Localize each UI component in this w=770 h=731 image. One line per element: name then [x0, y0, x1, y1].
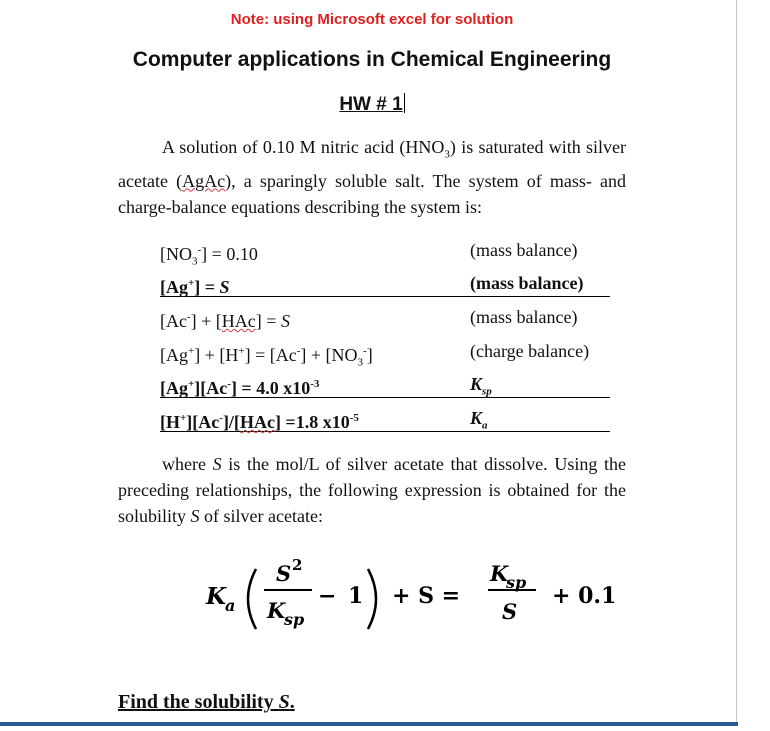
ksp-label: $K_{sp}$: [470, 374, 492, 398]
intro-text-3: ), a sparingly soluble salt. The system of mass- and charge-balance equations describing the system is:: [118, 170, 626, 217]
equation-label: (mass balance): [470, 240, 578, 260]
left-paren: [248, 569, 256, 629]
text-cursor: [404, 93, 405, 113]
rhs-numerator-sub: sp: [506, 573, 527, 592]
note-text: Note: using Microsoft excel for solution: [230, 11, 514, 28]
intro-text-2: ) is saturated with silver acetate (: [118, 137, 626, 191]
agac-term: AgAc: [182, 170, 226, 191]
plus-constant: + 0.1: [552, 583, 617, 609]
equation-label: (mass balance): [470, 273, 584, 293]
equation-row-6: [H+][Ac-]/[HAc] =1.8 $x10^{-5}$ $K_a$: [160, 405, 610, 432]
intro-paragraph: [118, 134, 626, 220]
minus-sign: −: [318, 583, 337, 609]
ka-label: $K_a$: [470, 408, 488, 432]
equation-row-5: [Ag+][Ac-] = 4.0 $x10^{-3}$ $K_{sp}$: [160, 371, 610, 398]
right-paren: [368, 569, 376, 629]
equation-row-1: $[NO_3^-] = 0.10$ (mass balance): [160, 237, 610, 263]
where-s: S: [212, 454, 222, 474]
intro-text-1: A solution of 0.10 M nitric acid (HNO: [162, 137, 445, 157]
intro-sub-3: 3: [444, 148, 450, 161]
ka-symbol: K: [206, 583, 226, 610]
numerator-exponent: 2: [292, 556, 303, 574]
find-solubility-prompt: Find the solubility S.: [118, 691, 295, 713]
homework-heading: [0, 93, 744, 116]
equation-row-2: [Ag+] = S (mass balance): [160, 270, 610, 297]
denominator-sub: sp: [284, 610, 305, 629]
one-value: 1: [348, 583, 364, 609]
where-text-1: where: [162, 454, 213, 474]
where-text-2: is the mol/L of silver acetate that dissolve. Using the preceding relationships, the following expression is obtained for the solubility: [118, 454, 626, 526]
where-text-3: of silver acetate:: [199, 506, 323, 526]
document-title: Computer applications in Chemical Engineering: [132, 48, 612, 71]
ka-subscript: a: [225, 596, 236, 615]
plus-s-equals: + S =: [392, 583, 461, 609]
rhs-numerator-k: K: [490, 561, 509, 586]
equation-row-4: $[Ag^+] + [H^+] = [Ac^-] + [NO_3^-]$ (charge balance): [160, 338, 610, 364]
denominator-k: K: [267, 598, 286, 623]
homework-label: HW # 1: [339, 94, 403, 115]
equation-label: (charge balance): [470, 341, 590, 361]
where-s2: S: [190, 506, 200, 526]
equation-label: (mass balance): [470, 307, 578, 327]
numerator-s: S: [276, 561, 292, 586]
window-bottom-bar: [0, 722, 738, 726]
where-paragraph: [118, 451, 626, 529]
rhs-denominator-s: S: [502, 599, 518, 624]
solubility-formula: [200, 553, 630, 643]
equation-row-3: [Ac-] + [HAc] = S (mass balance): [160, 304, 610, 330]
